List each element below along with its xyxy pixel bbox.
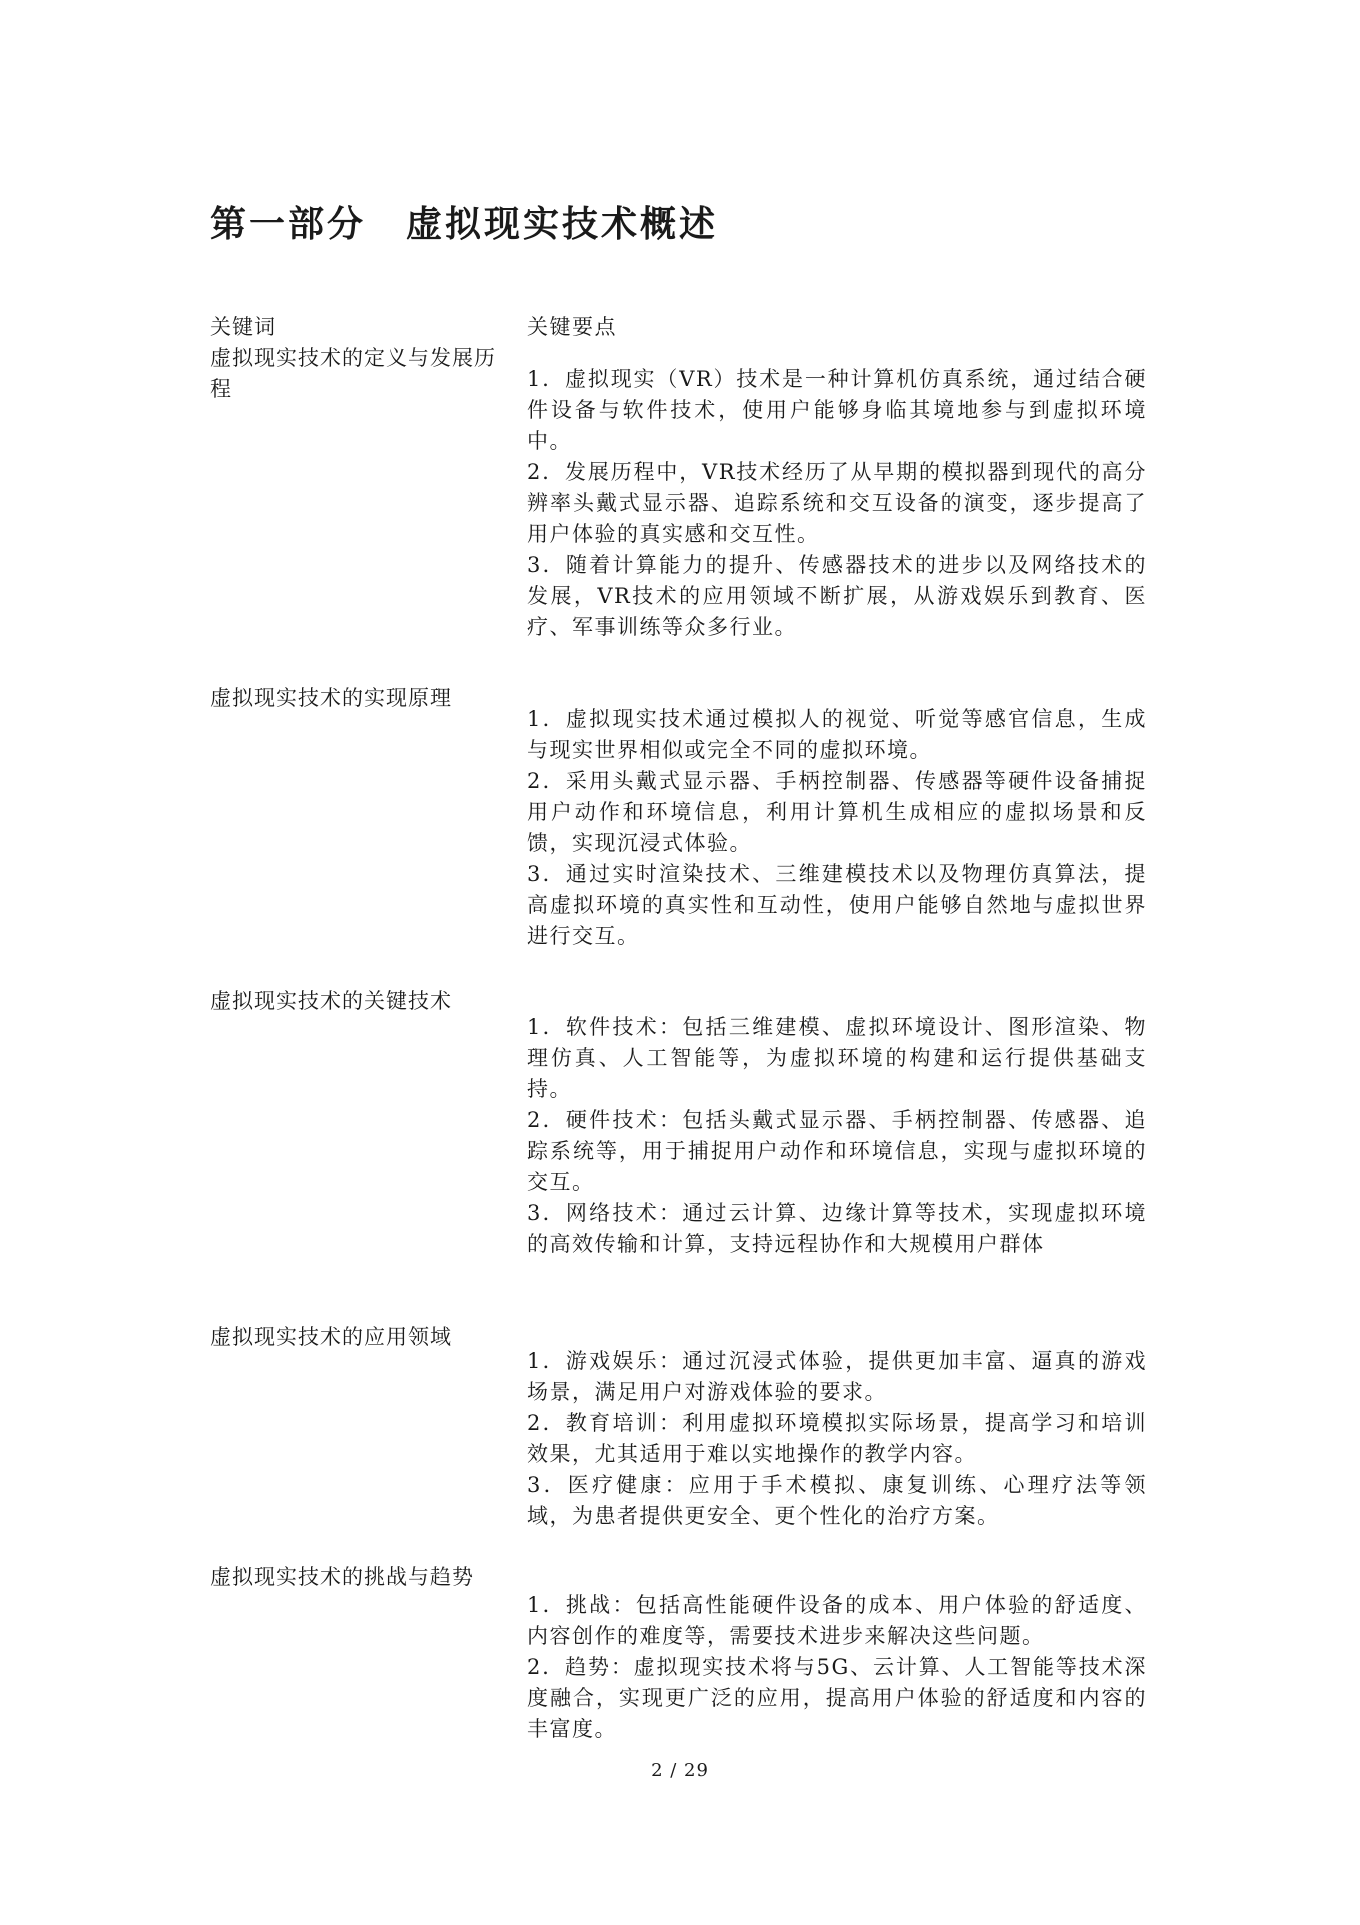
section-5-points: [527, 1590, 1147, 1745]
section-2-point-2: 2．采用头戴式显示器、手柄控制器、传感器等硬件设备捕捉用户动作和环境信息，利用计算机生成相应的虚拟场景和反馈，实现沉浸式体验。: [527, 769, 1147, 855]
part-label: 第一部分: [210, 204, 367, 245]
section-1-point-1: 1．虚拟现实（VR）技术是一种计算机仿真系统，通过结合硬件设备与软件技术，使用户能够身临其境地参与到虚拟环境中。: [527, 367, 1147, 453]
section-5-keyword: 虚拟现实技术的挑战与趋势: [210, 1565, 474, 1589]
section-1-point-2: 2．发展历程中，VR技术经历了从早期的模拟器到现代的高分辨率头戴式显示器、追踪系统和交互设备的演变，逐步提高了用户体验的真实感和交互性。: [527, 460, 1147, 546]
section-2-points: [527, 704, 1147, 952]
section-2-point-1: 1．虚拟现实技术通过模拟人的视觉、听觉等感官信息，生成与现实世界相似或完全不同的虚拟环境。: [527, 707, 1147, 762]
section-3-keyword: 虚拟现实技术的关键技术: [210, 989, 452, 1013]
section-4-point-1: 1．游戏娱乐：通过沉浸式体验，提供更加丰富、逼真的游戏场景，满足用户对游戏体验的要求。: [527, 1349, 1147, 1404]
page-number: 2 / 29: [651, 1760, 709, 1781]
section-3-point-3: 3．网络技术：通过云计算、边缘计算等技术，实现虚拟环境的高效传输和计算，支持远程协作和大规模用户群体: [527, 1201, 1147, 1256]
section-5-point-2: 2．趋势：虚拟现实技术将与5G、云计算、人工智能等技术深度融合，实现更广泛的应用，提高用户体验的舒适度和内容的丰富度。: [527, 1655, 1147, 1741]
section-3-point-2: 2．硬件技术：包括头戴式显示器、手柄控制器、传感器、追踪系统等，用于捕捉用户动作和环境信息，实现与虚拟环境的交互。: [527, 1108, 1147, 1194]
keyword-column-header: 关键词: [210, 315, 276, 339]
section-2-keyword: 虚拟现实技术的实现原理: [210, 686, 452, 710]
section-4-point-2: 2．教育培训：利用虚拟环境模拟实际场景，提高学习和培训效果，尤其适用于难以实地操作的教学内容。: [527, 1411, 1147, 1466]
section-1-points: [527, 364, 1147, 643]
part-name: 虚拟现实技术概述: [406, 204, 719, 245]
section-1-point-3: 3．随着计算能力的提升、传感器技术的进步以及网络技术的发展，VR技术的应用领域不断扩展，从游戏娱乐到教育、医疗、军事训练等众多行业。: [527, 553, 1147, 639]
section-3-points: [527, 1012, 1147, 1260]
section-4-points: [527, 1346, 1147, 1532]
section-2-point-3: 3．通过实时渲染技术、三维建模技术以及物理仿真算法，提高虚拟环境的真实性和互动性，使用户能够自然地与虚拟世界进行交互。: [527, 862, 1147, 948]
page-title: [210, 196, 718, 247]
section-1-keyword: 虚拟现实技术的定义与发展历程: [210, 346, 496, 401]
points-column-header: 关键要点: [527, 315, 617, 339]
section-4-point-3: 3．医疗健康：应用于手术模拟、康复训练、心理疗法等领域，为患者提供更安全、更个性化的治疗方案。: [527, 1473, 1147, 1528]
section-3-point-1: 1．软件技术：包括三维建模、虚拟环境设计、图形渲染、物理仿真、人工智能等，为虚拟环境的构建和运行提供基础支持。: [527, 1015, 1147, 1101]
section-4-keyword: 虚拟现实技术的应用领域: [210, 1325, 452, 1349]
section-5-point-1: 1．挑战：包括高性能硬件设备的成本、用户体验的舒适度、内容创作的难度等，需要技术进步来解决这些问题。: [527, 1593, 1147, 1648]
